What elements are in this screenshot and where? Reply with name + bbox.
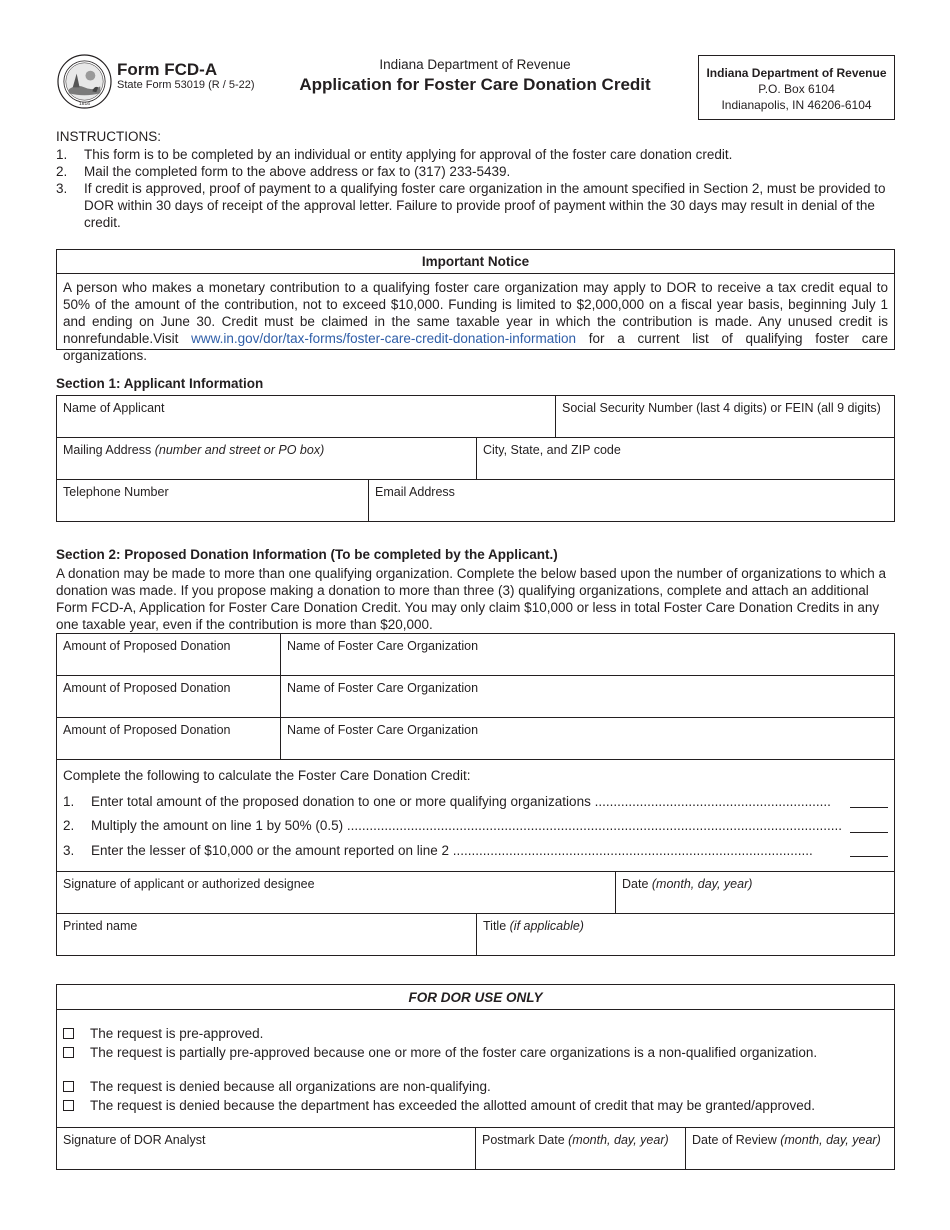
calculation-line	[63, 814, 888, 839]
check-label: The request is denied because all organizations are non-qualifying.	[90, 1079, 491, 1094]
calculation-heading: Complete the following to calculate the Foster Care Donation Credit:	[63, 768, 471, 783]
dor-use-only	[56, 984, 895, 1170]
calculation-line-input[interactable]	[850, 819, 888, 833]
dor-signature-row	[57, 1127, 894, 1169]
contact-row	[57, 480, 894, 522]
agency-name: Indiana Department of Revenue	[379, 57, 571, 72]
signature-row	[57, 872, 894, 914]
instruction-text: Mail the completed form to the above address or fax to (317) 233-5439.	[84, 164, 511, 179]
check-label: The request is pre-approved.	[90, 1026, 264, 1041]
title-field[interactable]	[477, 914, 894, 956]
title-hint: (if applicable)	[509, 919, 584, 933]
checkbox[interactable]	[63, 1081, 74, 1092]
ssn-fein-label: Social Security Number (last 4 digits) or FEIN (all 9 digits)	[562, 401, 881, 415]
telephone-label: Telephone Number	[63, 485, 169, 499]
donation-row	[57, 676, 894, 718]
applicant-info-grid	[56, 395, 895, 522]
instructions-heading: INSTRUCTIONS:	[56, 129, 162, 144]
city-state-zip-label: City, State, and ZIP code	[483, 443, 621, 457]
dor-analyst-signature-field[interactable]	[57, 1128, 476, 1169]
calculation-line	[63, 789, 888, 814]
calculation-line-input[interactable]	[850, 794, 888, 808]
instruction-number: 1.	[56, 147, 68, 162]
calculation-line-text: Enter total amount of the proposed donation to one or more qualifying organizations ...............................................................	[91, 793, 831, 809]
postmark-date-field[interactable]	[476, 1128, 686, 1169]
date-hint: (month, day, year)	[651, 877, 753, 891]
postmark-label: Postmark Date	[482, 1133, 569, 1147]
important-notice	[56, 249, 895, 363]
printed-name-label: Printed name	[63, 919, 138, 933]
donation-amount-label: Amount of Proposed Donation	[63, 681, 231, 695]
checkbox[interactable]	[63, 1028, 74, 1039]
section2-description: A donation may be made to more than one qualifying organization. Complete the below based upon the number of organizations to which a donation was made. If you propose making a donation to more than three (3) qualifying organizations, complete and attach an additional Form FCD-A, Application for Foster Care Donation Credit. You may only claim $10,000 or less in total Foster Care Donation Credits in any one taxable year, even if the contribution is more than $20,000.	[56, 566, 887, 632]
analyst-label: Signature of DOR Analyst	[63, 1133, 206, 1147]
organization-name-field[interactable]	[281, 634, 894, 675]
dor-check-item[interactable]	[63, 1077, 888, 1096]
dor-checks	[57, 1010, 894, 1115]
postmark-hint: (month, day, year)	[568, 1133, 669, 1147]
check-label: The request is denied because the department has exceeded the allotted amount of credit that may be granted/approved.	[90, 1098, 815, 1113]
form-id: Form FCD-A	[117, 60, 218, 79]
instruction-text: If credit is approved, proof of payment to a qualifying foster care organization in the amount specified in Section 2, must be provided to DOR within 30 days of receipt of the approval letter. Failure to provide proof of payment within the 30 days may result in denial of the credit.	[84, 181, 886, 230]
instruction-item	[56, 180, 896, 231]
address-row	[57, 438, 894, 480]
checkbox[interactable]	[63, 1047, 74, 1058]
address-agency: Indiana Department of Revenue	[706, 66, 887, 80]
mailing-address-field[interactable]	[57, 438, 477, 479]
notice-tail: for a current list of qualifying foster care organizations.	[63, 331, 888, 363]
donation-row	[57, 718, 894, 760]
title-label: Title	[483, 919, 510, 933]
instruction-item	[56, 163, 896, 180]
notice-text: A person who makes a monetary contribution to a qualifying foster care organization may apply to DOR to receive a tax credit equal to 50% of the amount of the contribution, not to exceed $10,000. Funding is limited to $2,000,000 on a fiscal year basis, beginning July 1 and ending on June 30. Credit must be claimed in the same taxable year in which the contribution is made. Any unused credit is nonrefundable.Visit	[63, 280, 888, 346]
email-field[interactable]	[369, 480, 894, 522]
notice-link[interactable]: www.in.gov/dor/tax-forms/foster-care-credit-donation-information	[191, 331, 576, 346]
calculation-line-number: 2.	[63, 818, 75, 834]
notice-title: Important Notice	[57, 250, 894, 274]
applicant-name-label: Name of Applicant	[63, 401, 165, 415]
svg-text:1816: 1816	[79, 102, 90, 108]
page-title: Application for Foster Care Donation Credit	[299, 75, 651, 94]
email-label: Email Address	[375, 485, 455, 499]
ssn-fein-field[interactable]	[556, 396, 894, 437]
credit-calculation	[57, 760, 894, 872]
organization-name-label: Name of Foster Care Organization	[287, 639, 479, 653]
organization-name-field[interactable]	[281, 676, 894, 717]
review-label: Date of Review	[692, 1133, 781, 1147]
donation-amount-label: Amount of Proposed Donation	[63, 639, 231, 653]
calculation-line-number: 3.	[63, 842, 75, 858]
telephone-field[interactable]	[57, 480, 369, 522]
calculation-line-text: Enter the lesser of $10,000 or the amount reported on line 2 ................................................................................................	[91, 842, 813, 858]
address-city: Indianapolis, IN 46206-6104	[721, 98, 872, 112]
printed-name-field[interactable]	[57, 914, 477, 956]
signature-label: Signature of applicant or authorized designee	[63, 877, 315, 891]
organization-name-label: Name of Foster Care Organization	[287, 723, 479, 737]
address-po-box: P.O. Box 6104	[758, 82, 835, 96]
state-form-number: State Form 53019 (R / 5-22)	[117, 79, 255, 91]
donation-grid	[56, 633, 895, 956]
date-label: Date	[622, 877, 652, 891]
calculation-line-number: 1.	[63, 793, 75, 809]
state-seal-logo	[57, 54, 112, 109]
printed-name-row	[57, 914, 894, 956]
instructions-list	[56, 146, 896, 231]
mailing-address-label: Mailing Address	[63, 443, 155, 457]
calculation-line-text: Multiply the amount on line 1 by 50% (0.5) ....................................................................................................................................	[91, 818, 842, 834]
donation-row	[57, 634, 894, 676]
notice-body	[57, 274, 894, 364]
review-date-field[interactable]	[686, 1128, 894, 1169]
dor-check-item[interactable]	[63, 1024, 888, 1043]
instruction-text: This form is to be completed by an individual or entity applying for approval of the foster care donation credit.	[84, 147, 733, 162]
section1-title: Section 1: Applicant Information	[56, 376, 264, 391]
donation-amount-label: Amount of Proposed Donation	[63, 723, 231, 737]
check-label: The request is partially pre-approved because one or more of the foster care organizations is a non-qualified organization.	[90, 1045, 818, 1060]
applicant-name-field[interactable]	[57, 396, 556, 437]
city-state-zip-field[interactable]	[477, 438, 894, 479]
checkbox[interactable]	[63, 1100, 74, 1111]
donation-amount-field[interactable]	[57, 676, 281, 717]
calculation-line	[63, 838, 888, 863]
instruction-number: 2.	[56, 164, 68, 179]
dor-title: FOR DOR USE ONLY	[57, 985, 894, 1010]
mailing-address-box	[698, 55, 895, 120]
donation-amount-field[interactable]	[57, 634, 281, 675]
instruction-item	[56, 146, 896, 163]
mailing-address-hint: (number and street or PO box)	[154, 443, 325, 457]
donation-amount-field[interactable]	[57, 718, 281, 759]
calculation-line-input[interactable]	[850, 843, 888, 857]
signature-date-field[interactable]	[616, 872, 894, 913]
applicant-row	[57, 396, 894, 438]
applicant-signature-field[interactable]	[57, 872, 616, 913]
organization-name-label: Name of Foster Care Organization	[287, 681, 479, 695]
section2-title: Section 2: Proposed Donation Information (To be completed by the Applicant.)	[56, 547, 558, 562]
dor-check-item[interactable]	[63, 1096, 888, 1115]
instruction-number: 3.	[56, 181, 68, 196]
review-hint: (month, day, year)	[780, 1133, 881, 1147]
dor-check-item[interactable]	[63, 1043, 888, 1062]
organization-name-field[interactable]	[281, 718, 894, 759]
